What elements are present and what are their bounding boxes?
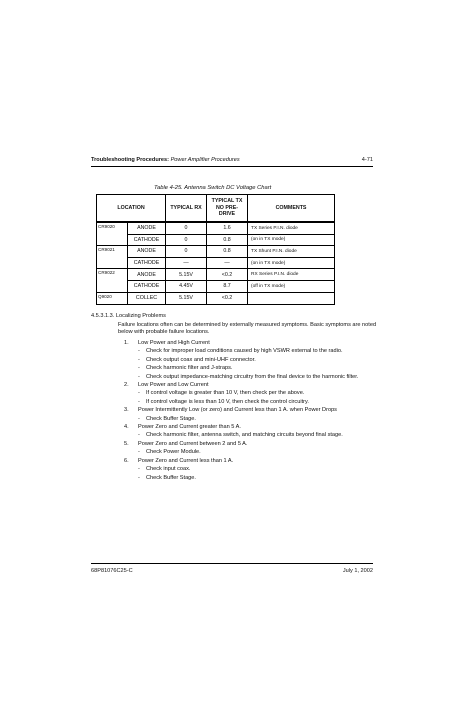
sub-item-text: Check for improper load conditions caused by high VSWR external to the radio. [146,348,343,355]
sub-item [138,448,384,456]
dash-bullet: - [138,398,140,405]
cell-tx: 1.6 [207,222,248,234]
header-title [91,157,240,163]
item-text: Power Intermittently Low (or zero) and Current less than 1 A. when Power Drops [138,407,337,414]
dash-bullet: - [138,348,140,355]
cell-comment: RX Series P.I.N. diode [248,269,335,281]
sub-item [138,389,384,397]
cell-ref: CR9022 [97,269,128,292]
section-heading: 4.5.3.1.3. Localizing Problems [91,313,166,319]
sub-item [138,465,384,473]
symptom-list [124,339,384,482]
cell-ref: CR9021 [97,246,128,269]
col-typical-rx: TYPICAL RX [166,195,207,223]
cell-pin: CATHODE [128,234,166,246]
cell-rx: 5.15V [166,292,207,305]
sub-item [138,347,384,355]
table-row [97,246,335,258]
table-header-row [97,195,335,223]
cell-tx: <0.2 [207,292,248,305]
cell-rx: 5.15V [166,269,207,281]
col-location: LOCATION [97,195,166,223]
item-number: 1. [124,340,129,346]
table-row [97,222,335,234]
sub-item-text: If control voltage is greater than 10 V, then check per the above. [146,390,305,397]
cell-comment [248,292,335,305]
cell-tx: 0.8 [207,246,248,258]
sub-item-text: Check harmonic filter and J-straps. [146,365,233,372]
cell-rx: 0 [166,234,207,246]
cell-rx: 0 [166,222,207,234]
list-item [124,457,384,482]
sub-item [138,474,384,482]
sub-item-text: Check Buffer Stage. [146,415,196,422]
item-text: Low Power and Low Current [138,382,209,389]
cell-pin: ANODE [128,269,166,281]
dash-bullet: - [138,390,140,397]
table-row [97,292,335,305]
cell-rx: 0 [166,246,207,258]
item-text: Low Power and High Current [138,340,210,346]
sub-item [138,431,384,439]
table-row [97,257,335,269]
cell-comment: TX Shunt P.I.N. diode [248,246,335,258]
item-number: 5. [124,440,129,447]
cell-pin: CATHODE [128,280,166,292]
cell-tx: <0.2 [207,269,248,281]
doc-number: 68P81076C25-C [91,568,133,574]
cell-comment: (off in TX mode) [248,280,335,292]
sub-item-text: Check output coax and mini-UHF connector. [146,356,256,363]
dash-bullet: - [138,449,140,456]
footer-rule [91,563,373,564]
dash-bullet: - [138,365,140,372]
footer-date: July 1, 2002 [342,568,373,574]
dash-bullet: - [138,415,140,422]
table-caption: Table 4-25. Antenna Switch DC Voltage Chart [154,185,272,191]
sub-item [138,415,384,423]
list-item [124,423,384,440]
header-rule [91,166,373,167]
item-number: 2. [124,382,129,389]
sub-item-text: Check harmonic filter, antenna switch, and matching circuits beyond final stage. [146,432,343,439]
list-item [124,381,384,406]
list-item [124,440,384,457]
sub-item [138,356,384,364]
sub-item [138,398,384,406]
sub-item-text: Check Buffer Stage. [146,474,196,481]
cell-comment: TX Series P.I.N. diode [248,222,335,234]
sub-item-text: Check input coax. [146,466,191,473]
sub-list [138,389,384,406]
cell-ref: Q9020 [97,292,128,305]
item-text: Power Zero and Current greater than 5 A. [138,424,241,431]
page-footer [91,568,373,574]
table-row [97,280,335,292]
sub-list [138,347,384,381]
item-number: 4. [124,424,129,431]
dash-bullet: - [138,474,140,481]
dash-bullet: - [138,466,140,473]
dash-bullet: - [138,373,140,380]
col-typical-tx-line3: DRIVE [218,211,236,218]
sub-item-text: Check Power Module. [146,449,201,456]
header-section-bold: Troubleshooting Procedures: [91,157,170,163]
col-typical-tx-line2: NO PRE- [215,204,239,211]
dash-bullet: - [138,432,140,439]
cell-ref: CR9020 [97,222,128,246]
sub-list [138,465,384,482]
item-text: Power Zero and Current between 2 and 5 A. [138,440,248,447]
list-item [124,339,384,381]
table-row [97,269,335,281]
sub-list [138,448,384,456]
cell-comment: (on in TX mode) [248,234,335,246]
page-header [91,157,373,164]
sub-item [138,364,384,372]
item-text: Power Zero and Current less than 1 A. [138,457,234,464]
col-typical-tx-line1: TYPICAL TX [211,198,243,205]
section-intro: Failure locations often can be determined by externally measured symptoms. Basic symptoms are noted below with probable failure locations. [118,322,377,336]
sub-item-text: Check output impedance-matching circuitry from the final device to the harmonic filter. [146,373,359,380]
sub-item-text: If control voltage is less than 10 V, then check the control circuitry. [146,398,309,405]
item-number: 3. [124,407,129,414]
col-comments: COMMENTS [248,195,335,223]
cell-pin: CATHODE [128,257,166,269]
sub-list [138,415,384,423]
item-number: 6. [124,457,129,464]
cell-comment: (on in TX mode) [248,257,335,269]
cell-pin: COLLEC [128,292,166,305]
page-number: 4-71 [361,157,373,163]
cell-pin: ANODE [128,246,166,258]
cell-pin: ANODE [128,222,166,234]
cell-tx: 8.7 [207,280,248,292]
cell-rx: — [166,257,207,269]
sub-item [138,373,384,381]
table-row [97,234,335,246]
header-section-italic: Power Amplifier Procedures [170,157,240,163]
voltage-table [96,194,335,305]
dash-bullet: - [138,356,140,363]
list-item [124,406,384,423]
cell-tx: — [207,257,248,269]
col-typical-tx [207,195,248,223]
cell-tx: 0.8 [207,234,248,246]
cell-rx: 4.45V [166,280,207,292]
sub-list [138,431,384,439]
